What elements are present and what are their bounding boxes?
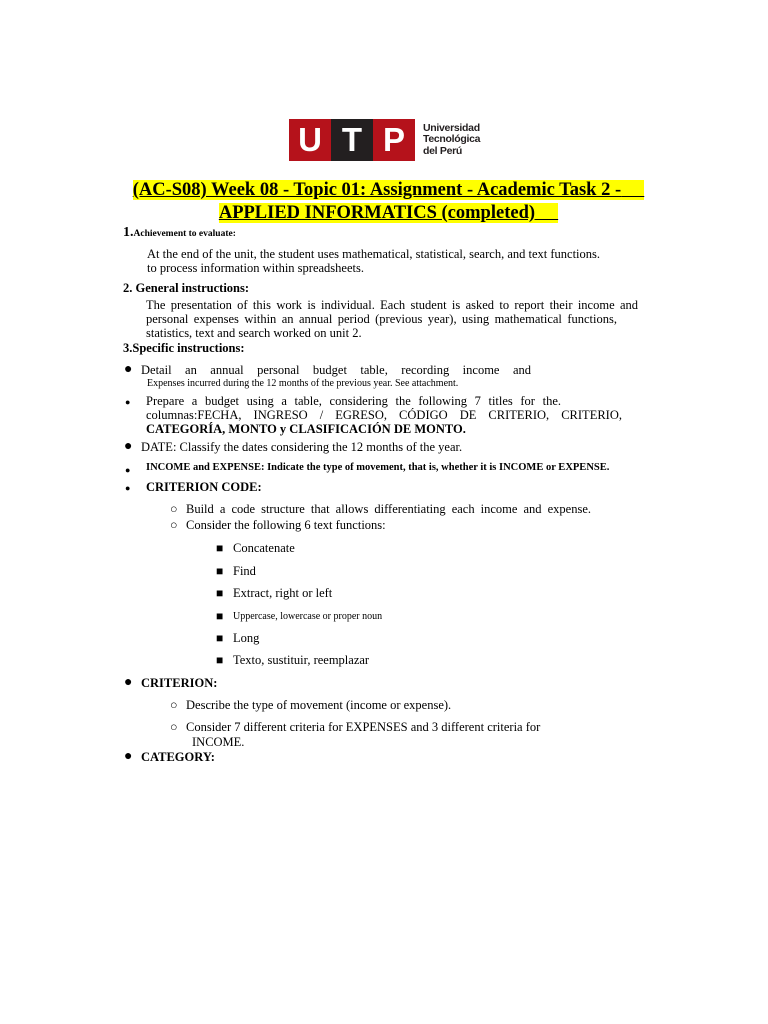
- criterion-heading: CRITERION:: [141, 676, 218, 690]
- circle-bullet-icon: ○: [170, 698, 178, 712]
- section1-line2: to process information within spreadsheets.: [147, 261, 364, 275]
- function-item: Concatenate: [233, 541, 295, 555]
- bullet-icon: ●: [124, 439, 133, 454]
- item2-line1: Prepare a budget using a table, considering the following 7 titles for the.: [146, 394, 561, 408]
- criterion-sub2-line1: Consider 7 different criteria for EXPENSES and 3 different criteria for: [186, 720, 541, 734]
- function-item: Find: [233, 564, 256, 578]
- item2-line2: columnas:FECHA, INGRESO / EGRESO, CÓDIGO DE CRITERIO, CRITERIO,: [146, 408, 622, 422]
- criterion-code-sub1: Build a code structure that allows differentiating each income and expense.: [186, 502, 591, 516]
- title-line1-padding: [621, 180, 644, 200]
- square-bullet-icon: ■: [216, 586, 224, 600]
- circle-bullet-icon: ○: [170, 518, 178, 532]
- square-bullet-icon: ■: [216, 653, 224, 667]
- category-heading: CATEGORY:: [141, 750, 215, 764]
- logo-text-line: Universidad: [423, 121, 480, 134]
- circle-bullet-icon: ○: [170, 720, 178, 734]
- section2-paragraph: [146, 298, 638, 340]
- logo-text-line: del Perú: [423, 144, 463, 157]
- circle-bullet-icon: ○: [170, 502, 178, 516]
- section3-heading: 3.Specific instructions:: [123, 341, 245, 355]
- bullet-icon: ●: [124, 362, 133, 377]
- function-item: Uppercase, lowercase or proper noun: [233, 611, 383, 622]
- function-item: Extract, right or left: [233, 586, 333, 600]
- section2-line: statistics, text and search worked on unit 2.: [146, 326, 362, 340]
- square-bullet-icon: ■: [216, 631, 224, 645]
- square-bullet-icon: ■: [216, 564, 224, 578]
- section1-heading-text: Achievement to evaluate:: [133, 229, 236, 239]
- function-item: Texto, sustituir, reemplazar: [233, 653, 370, 667]
- bullet-icon: ●: [124, 749, 133, 764]
- document-title-line1: [112, 179, 665, 201]
- item2-line3: CATEGORÍA, MONTO y CLASIFICACIÓN DE MONTO.: [146, 422, 466, 436]
- square-bullet-icon: ■: [216, 609, 224, 623]
- bullet-icon: ●: [125, 465, 131, 475]
- section1-line1: At the end of the unit, the student uses mathematical, statistical, search, and text functions.: [147, 247, 601, 261]
- square-bullet-icon: ■: [216, 541, 224, 555]
- logo-letter-p: P: [373, 119, 415, 161]
- title-line2-text: APPLIED INFORMATICS (completed): [218, 203, 536, 223]
- title-line1-text: (AC-S08) Week 08 - Topic 01: Assignment - Academic Task 2 -: [132, 180, 622, 200]
- function-item: Long: [233, 631, 260, 645]
- date-item: DATE: Classify the dates considering the 12 months of the year.: [141, 440, 463, 454]
- section1-number: 1.: [123, 225, 134, 240]
- logo-text-line: Tecnológica: [423, 133, 481, 146]
- item1-line1: Detail an annual personal budget table, recording income and: [141, 363, 531, 377]
- logo-wordmark: [423, 123, 480, 158]
- title-line2-padding: [535, 203, 558, 223]
- bullet-icon: ●: [125, 397, 131, 407]
- criterion-code-sub2: Consider the following 6 text functions:: [186, 518, 386, 532]
- criterion-sub1: Describe the type of movement (income or expense).: [186, 698, 452, 712]
- section2-heading: 2. General instructions:: [123, 281, 250, 295]
- logo-letter-u: U: [289, 119, 331, 161]
- bullet-icon: ●: [125, 483, 131, 493]
- logo-mark: [289, 119, 415, 161]
- income-expense-item: INCOME and EXPENSE: Indicate the type of movement, that is, whether it is INCOME or EXPENSE.: [146, 462, 610, 473]
- item1-line2: Expenses incurred during the 12 months of the previous year. See attachment.: [147, 378, 459, 389]
- utp-logo: [289, 119, 480, 161]
- document-title-line2: [112, 202, 665, 224]
- logo-letter-t: T: [331, 119, 373, 161]
- section2-line: personal expenses within an annual period (previous year), using mathematical functions,: [146, 312, 617, 326]
- section1-heading: [123, 223, 236, 241]
- section2-line: The presentation of this work is individual. Each student is asked to report their income and: [146, 298, 638, 312]
- criterion-code-heading: CRITERION CODE:: [146, 480, 262, 494]
- bullet-icon: ●: [124, 675, 133, 690]
- criterion-sub2-line2: INCOME.: [192, 735, 245, 749]
